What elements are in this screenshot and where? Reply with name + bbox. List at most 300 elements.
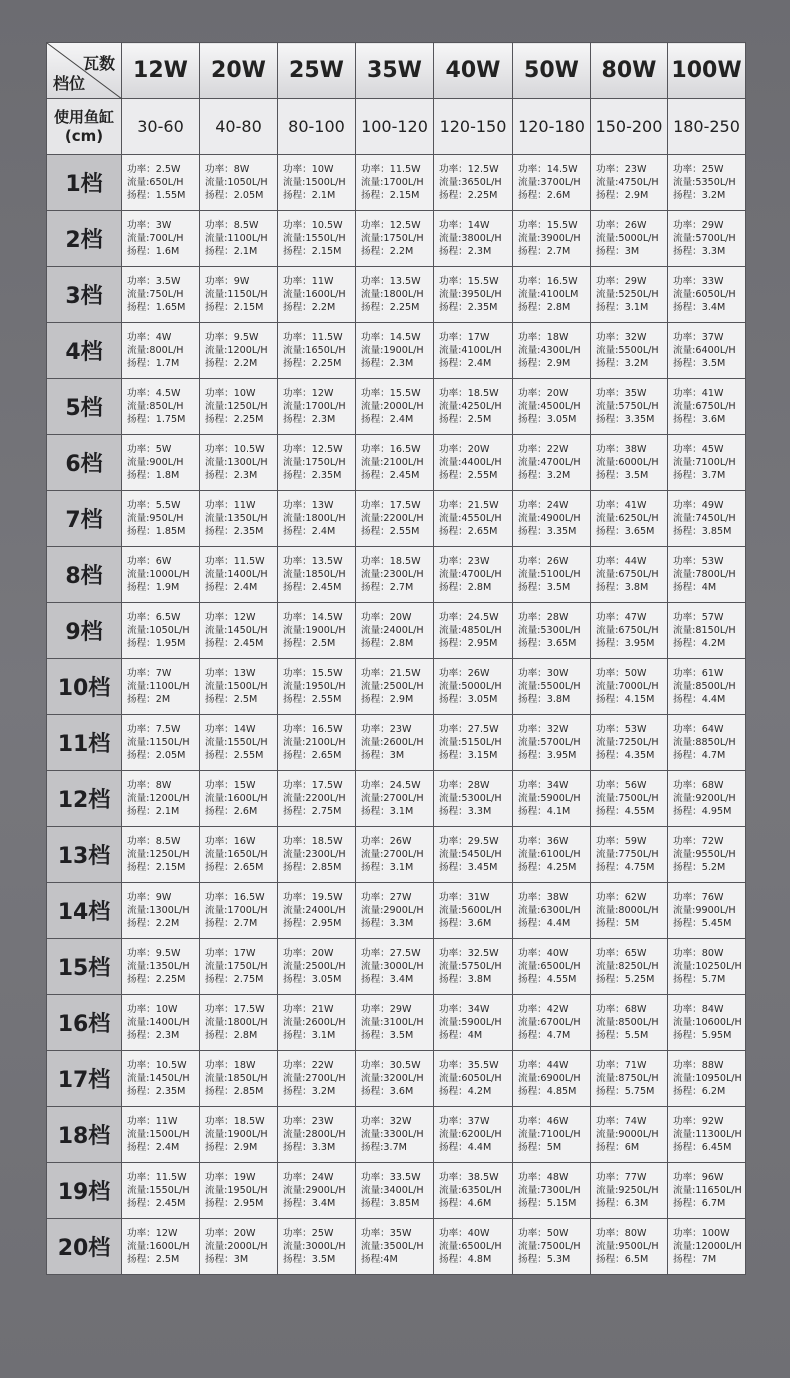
- tank-size-row: [47, 99, 746, 155]
- flow-value: 流量:7500L/H: [518, 1241, 581, 1252]
- watt-header: 50W: [513, 43, 591, 99]
- flow-value: 流量:1800L/H: [205, 1017, 268, 1028]
- spec-cell: [122, 1219, 200, 1275]
- power-value: 功率：27W: [361, 892, 412, 903]
- power-value: 功率：31W: [439, 892, 490, 903]
- spec-cell: [356, 211, 434, 267]
- head-value: 扬程：2.45M: [361, 470, 420, 481]
- power-value: 功率：14.5W: [518, 164, 578, 175]
- flow-value: 流量:3900L/H: [518, 233, 581, 244]
- head-value: 扬程：3.6M: [673, 414, 726, 425]
- flow-value: 流量:6700L/H: [518, 1017, 581, 1028]
- power-value: 功率：18W: [518, 332, 569, 343]
- head-value: 扬程：3.95M: [596, 638, 655, 649]
- flow-value: 流量:4500L/H: [518, 401, 581, 412]
- spec-cell: [356, 659, 434, 715]
- power-value: 功率：9W: [205, 276, 250, 287]
- spec-cell: [668, 1107, 746, 1163]
- gear-label: 7档: [47, 491, 122, 547]
- spec-cell: [200, 1163, 278, 1219]
- gear-label: 19档: [47, 1163, 122, 1219]
- head-value: 扬程：2.7M: [205, 918, 258, 929]
- flow-value: 流量:4550L/H: [439, 513, 502, 524]
- head-value: 扬程：5.15M: [518, 1198, 577, 1209]
- spec-cell: [513, 1051, 591, 1107]
- flow-value: 流量:1700L/H: [361, 177, 424, 188]
- watt-header: 100W: [668, 43, 746, 99]
- spec-cell: [513, 547, 591, 603]
- head-value: 扬程：5M: [518, 1142, 562, 1153]
- spec-cell: [122, 995, 200, 1051]
- flow-value: 流量:3950L/H: [439, 289, 502, 300]
- spec-cell: [591, 323, 668, 379]
- flow-value: 流量:5000L/H: [596, 233, 659, 244]
- power-value: 功率：34W: [439, 1004, 490, 1015]
- flow-value: 流量:3700L/H: [518, 177, 581, 188]
- head-value: 扬程：1.7M: [127, 358, 180, 369]
- power-value: 功率：71W: [596, 1060, 647, 1071]
- spec-cell: [434, 211, 513, 267]
- head-value: 扬程：4.6M: [439, 1198, 492, 1209]
- head-value: 扬程：3.05M: [439, 694, 498, 705]
- power-value: 功率：68W: [596, 1004, 647, 1015]
- spec-cell: [668, 939, 746, 995]
- spec-cell: [200, 267, 278, 323]
- spec-cell: [668, 883, 746, 939]
- power-value: 功率：12W: [283, 388, 334, 399]
- power-value: 功率：27.5W: [361, 948, 421, 959]
- head-value: 扬程：2.35M: [205, 526, 264, 537]
- flow-value: 流量:7450L/H: [673, 513, 736, 524]
- spec-cell: [668, 267, 746, 323]
- head-value: 扬程：4M: [439, 1030, 483, 1041]
- head-value: 扬程：2.05M: [205, 190, 264, 201]
- power-value: 功率：29.5W: [439, 836, 499, 847]
- spec-cell: [122, 939, 200, 995]
- head-value: 扬程：3.2M: [673, 190, 726, 201]
- spec-cell: [668, 771, 746, 827]
- power-value: 功率：49W: [673, 500, 724, 511]
- spec-cell: [356, 995, 434, 1051]
- spec-cell: [278, 1219, 356, 1275]
- spec-cell: [200, 491, 278, 547]
- head-value: 扬程：4.55M: [518, 974, 577, 985]
- spec-cell: [122, 1163, 200, 1219]
- head-value: 扬程：2.3M: [283, 414, 336, 425]
- watt-axis-label: 瓦数: [82, 54, 115, 73]
- head-value: 扬程：4.4M: [439, 1142, 492, 1153]
- head-value: 扬程：3.05M: [518, 414, 577, 425]
- spec-cell: [200, 883, 278, 939]
- flow-value: 流量:2900L/H: [361, 905, 424, 916]
- gear-row: [47, 1051, 746, 1107]
- head-value: 扬程：2.5M: [439, 414, 492, 425]
- head-value: 扬程：3.95M: [518, 750, 577, 761]
- head-value: 扬程：2.6M: [205, 806, 258, 817]
- head-value: 扬程：3.5M: [596, 470, 649, 481]
- flow-value: 流量:1900L/H: [205, 1129, 268, 1140]
- spec-cell: [434, 1219, 513, 1275]
- flow-value: 流量:12000L/H: [673, 1241, 742, 1252]
- spec-cell: [122, 491, 200, 547]
- head-value: 扬程：3.3M: [439, 806, 492, 817]
- power-value: 功率：19W: [205, 1172, 256, 1183]
- head-value: 扬程：1.9M: [127, 582, 180, 593]
- flow-value: 流量:800L/H: [127, 345, 184, 356]
- head-value: 扬程:3.7M: [361, 1142, 407, 1153]
- head-value: 扬程：2.95M: [439, 638, 498, 649]
- power-value: 功率：3W: [127, 220, 172, 231]
- power-value: 功率：12W: [205, 612, 256, 623]
- head-value: 扬程：2.95M: [205, 1198, 264, 1209]
- head-value: 扬程：2.25M: [127, 974, 186, 985]
- head-value: 扬程：2.45M: [127, 1198, 186, 1209]
- head-value: 扬程：4.35M: [596, 750, 655, 761]
- head-value: 扬程：7M: [673, 1254, 717, 1265]
- head-value: 扬程：3.2M: [596, 358, 649, 369]
- tank-size-value: 180-250: [668, 99, 746, 155]
- flow-value: 流量:1900L/H: [283, 625, 346, 636]
- head-value: 扬程：3.85M: [361, 1198, 420, 1209]
- flow-value: 流量:1450L/H: [127, 1073, 190, 1084]
- flow-value: 流量:3000L/H: [283, 1241, 346, 1252]
- spec-cell: [278, 323, 356, 379]
- power-value: 功率：40W: [518, 948, 569, 959]
- head-value: 扬程：3.05M: [283, 974, 342, 985]
- power-value: 功率：37W: [439, 1116, 490, 1127]
- spec-cell: [122, 827, 200, 883]
- spec-cell: [278, 715, 356, 771]
- spec-cell: [434, 155, 513, 211]
- gear-label: 20档: [47, 1219, 122, 1275]
- head-value: 扬程：2.8M: [518, 302, 571, 313]
- power-value: 功率：27.5W: [439, 724, 499, 735]
- spec-cell: [668, 547, 746, 603]
- power-value: 功率：8.5W: [127, 836, 181, 847]
- flow-value: 流量:4100L/H: [439, 345, 502, 356]
- flow-value: 流量:3650L/H: [439, 177, 502, 188]
- head-value: 扬程：3.45M: [439, 862, 498, 873]
- flow-value: 流量:9250L/H: [596, 1185, 659, 1196]
- head-value: 扬程：2.55M: [283, 694, 342, 705]
- head-value: 扬程：2.2M: [361, 246, 414, 257]
- flow-value: 流量:1150L/H: [205, 289, 268, 300]
- spec-cell: [434, 771, 513, 827]
- flow-value: 流量:7100L/H: [518, 1129, 581, 1140]
- head-value: 扬程：4.75M: [596, 862, 655, 873]
- power-value: 功率：17.5W: [205, 1004, 265, 1015]
- gear-label: 14档: [47, 883, 122, 939]
- spec-cell: [434, 1163, 513, 1219]
- power-value: 功率：56W: [596, 780, 647, 791]
- spec-cell: [278, 659, 356, 715]
- spec-cell: [434, 379, 513, 435]
- tank-size-value: 120-180: [513, 99, 591, 155]
- flow-value: 流量:4400L/H: [439, 457, 502, 468]
- head-value: 扬程：3.65M: [518, 638, 577, 649]
- spec-cell: [356, 603, 434, 659]
- power-value: 功率：76W: [673, 892, 724, 903]
- flow-value: 流量:1750L/H: [205, 961, 268, 972]
- power-value: 功率：15.5W: [283, 668, 343, 679]
- head-value: 扬程：2.1M: [127, 806, 180, 817]
- head-value: 扬程：2.4M: [127, 1142, 180, 1153]
- spec-cell: [200, 1107, 278, 1163]
- head-value: 扬程：5.2M: [673, 862, 726, 873]
- head-value: 扬程：3.1M: [283, 1030, 336, 1041]
- spec-cell: [122, 211, 200, 267]
- flow-value: 流量:6500L/H: [518, 961, 581, 972]
- flow-value: 流量:900L/H: [127, 457, 184, 468]
- flow-value: 流量:2600L/H: [283, 1017, 346, 1028]
- flow-value: 流量:1950L/H: [283, 681, 346, 692]
- head-value: 扬程：2.7M: [361, 582, 414, 593]
- power-value: 功率：50W: [596, 668, 647, 679]
- pump-spec-table: [46, 42, 746, 1275]
- head-value: 扬程：2.2M: [127, 918, 180, 929]
- head-value: 扬程：2.4M: [361, 414, 414, 425]
- spec-cell: [591, 1163, 668, 1219]
- power-value: 功率：5.5W: [127, 500, 181, 511]
- flow-value: 流量:7300L/H: [518, 1185, 581, 1196]
- flow-value: 流量:5750L/H: [439, 961, 502, 972]
- spec-cell: [513, 771, 591, 827]
- head-value: 扬程：4.95M: [673, 806, 732, 817]
- power-value: 功率：10W: [127, 1004, 178, 1015]
- flow-value: 流量:1600L/H: [205, 793, 268, 804]
- flow-value: 流量:4300L/H: [518, 345, 581, 356]
- power-value: 功率：16.5W: [205, 892, 265, 903]
- tank-size-value: 100-120: [356, 99, 434, 155]
- power-value: 功率：16.5W: [283, 724, 343, 735]
- flow-value: 流量:1500L/H: [127, 1129, 190, 1140]
- power-value: 功率：5W: [127, 444, 172, 455]
- flow-value: 流量:6050L/H: [439, 1073, 502, 1084]
- power-value: 功率：14W: [205, 724, 256, 735]
- power-value: 功率：6.5W: [127, 612, 181, 623]
- power-value: 功率：22W: [518, 444, 569, 455]
- flow-value: 流量:9500L/H: [596, 1241, 659, 1252]
- flow-value: 流量:1600L/H: [127, 1241, 190, 1252]
- spec-cell: [434, 715, 513, 771]
- head-value: 扬程：4.7M: [673, 750, 726, 761]
- power-value: 功率：15.5W: [361, 388, 421, 399]
- spec-cell: [591, 267, 668, 323]
- power-value: 功率：6W: [127, 556, 172, 567]
- spec-cell: [356, 939, 434, 995]
- tank-size-value: 150-200: [591, 99, 668, 155]
- power-value: 功率：62W: [596, 892, 647, 903]
- power-value: 功率：11W: [205, 500, 256, 511]
- power-value: 功率：17W: [205, 948, 256, 959]
- gear-row: [47, 491, 746, 547]
- spec-cell: [200, 715, 278, 771]
- spec-cell: [278, 1051, 356, 1107]
- power-value: 功率：92W: [673, 1116, 724, 1127]
- flow-value: 流量:1550L/H: [205, 737, 268, 748]
- head-value: 扬程：2.3M: [205, 470, 258, 481]
- spec-cell: [513, 603, 591, 659]
- watt-header: 35W: [356, 43, 434, 99]
- head-value: 扬程：3.6M: [361, 1086, 414, 1097]
- flow-value: 流量:2100L/H: [361, 457, 424, 468]
- gear-row: [47, 883, 746, 939]
- flow-value: 流量:1200L/H: [127, 793, 190, 804]
- flow-value: 流量:2600L/H: [361, 737, 424, 748]
- flow-value: 流量:1950L/H: [205, 1185, 268, 1196]
- spec-cell: [356, 1107, 434, 1163]
- head-value: 扬程：3.1M: [596, 302, 649, 313]
- flow-value: 流量:1400L/H: [205, 569, 268, 580]
- head-value: 扬程：4.15M: [596, 694, 655, 705]
- spec-cell: [434, 1107, 513, 1163]
- flow-value: 流量:9550L/H: [673, 849, 736, 860]
- head-value: 扬程：3M: [596, 246, 640, 257]
- head-value: 扬程：2.25M: [205, 414, 264, 425]
- head-value: 扬程：2.55M: [205, 750, 264, 761]
- spec-cell: [513, 1219, 591, 1275]
- spec-cell: [591, 1107, 668, 1163]
- head-value: 扬程：3.3M: [361, 918, 414, 929]
- power-value: 功率：24W: [518, 500, 569, 511]
- power-value: 功率：11.5W: [205, 556, 265, 567]
- spec-cell: [278, 1163, 356, 1219]
- flow-value: 流量:1750L/H: [283, 457, 346, 468]
- spec-cell: [513, 939, 591, 995]
- spec-cell: [356, 323, 434, 379]
- head-value: 扬程：2.15M: [361, 190, 420, 201]
- spec-cell: [200, 939, 278, 995]
- flow-value: 流量:5250L/H: [596, 289, 659, 300]
- flow-value: 流量:1050L/H: [205, 177, 268, 188]
- spec-cell: [434, 435, 513, 491]
- flow-value: 流量:4700L/H: [518, 457, 581, 468]
- head-value: 扬程：6.3M: [596, 1198, 649, 1209]
- flow-value: 流量:1650L/H: [205, 849, 268, 860]
- spec-cell: [434, 939, 513, 995]
- spec-cell: [513, 435, 591, 491]
- flow-value: 流量:5100L/H: [518, 569, 581, 580]
- spec-cell: [668, 435, 746, 491]
- spec-cell: [513, 267, 591, 323]
- power-value: 功率：74W: [596, 1116, 647, 1127]
- spec-cell: [200, 995, 278, 1051]
- flow-value: 流量:7800L/H: [673, 569, 736, 580]
- flow-value: 流量:1750L/H: [361, 233, 424, 244]
- flow-value: 流量:4250L/H: [439, 401, 502, 412]
- power-value: 功率：8W: [205, 164, 250, 175]
- flow-value: 流量:2500L/H: [361, 681, 424, 692]
- head-value: 扬程：6.2M: [673, 1086, 726, 1097]
- flow-value: 流量:2900L/H: [283, 1185, 346, 1196]
- flow-value: 流量:4750L/H: [596, 177, 659, 188]
- power-value: 功率：10W: [205, 388, 256, 399]
- watt-header-row: [47, 43, 746, 99]
- head-value: 扬程：2.25M: [361, 302, 420, 313]
- head-value: 扬程：1.95M: [127, 638, 186, 649]
- head-value: 扬程：2.8M: [439, 582, 492, 593]
- gear-label: 5档: [47, 379, 122, 435]
- head-value: 扬程：2.65M: [205, 862, 264, 873]
- gear-label: 9档: [47, 603, 122, 659]
- spec-cell: [122, 659, 200, 715]
- head-value: 扬程：6M: [596, 1142, 640, 1153]
- flow-value: 流量:2200L/H: [283, 793, 346, 804]
- flow-value: 流量:950L/H: [127, 513, 184, 524]
- power-value: 功率：18.5W: [361, 556, 421, 567]
- spec-cell: [122, 155, 200, 211]
- power-value: 功率：45W: [673, 444, 724, 455]
- flow-value: 流量:1800L/H: [361, 289, 424, 300]
- head-value: 扬程：3.1M: [361, 806, 414, 817]
- power-value: 功率：80W: [673, 948, 724, 959]
- flow-value: 流量:1300L/H: [127, 905, 190, 916]
- flow-value: 流量:2300L/H: [361, 569, 424, 580]
- spec-cell: [591, 435, 668, 491]
- head-value: 扬程：2.85M: [205, 1086, 264, 1097]
- flow-value: 流量:6250L/H: [596, 513, 659, 524]
- flow-value: 流量:3000L/H: [361, 961, 424, 972]
- head-value: 扬程：2.8M: [361, 638, 414, 649]
- flow-value: 流量:8000L/H: [596, 905, 659, 916]
- head-value: 扬程：2.3M: [361, 358, 414, 369]
- power-value: 功率：10W: [283, 164, 334, 175]
- spec-cell: [200, 435, 278, 491]
- spec-cell: [200, 771, 278, 827]
- spec-cell: [668, 659, 746, 715]
- power-value: 功率：32.5W: [439, 948, 499, 959]
- flow-value: 流量:6050L/H: [673, 289, 736, 300]
- power-value: 功率：11.5W: [361, 164, 421, 175]
- head-value: 扬程：5.7M: [673, 974, 726, 985]
- flow-value: 流量:1500L/H: [283, 177, 346, 188]
- spec-cell: [513, 155, 591, 211]
- spec-cell: [434, 1051, 513, 1107]
- flow-value: 流量:5700L/H: [673, 233, 736, 244]
- spec-cell: [591, 491, 668, 547]
- power-value: 功率：12W: [127, 1228, 178, 1239]
- flow-value: 流量:1550L/H: [283, 233, 346, 244]
- head-value: 扬程：5.25M: [596, 974, 655, 985]
- spec-cell: [278, 771, 356, 827]
- gear-axis-label: 档位: [53, 74, 86, 93]
- gear-row: [47, 379, 746, 435]
- power-value: 功率：20W: [518, 388, 569, 399]
- power-value: 功率：12.5W: [283, 444, 343, 455]
- head-value: 扬程：4.4M: [673, 694, 726, 705]
- power-value: 功率：20W: [205, 1228, 256, 1239]
- flow-value: 流量:1350L/H: [205, 513, 268, 524]
- power-value: 功率：29W: [361, 1004, 412, 1015]
- power-value: 功率：65W: [596, 948, 647, 959]
- power-value: 功率：20W: [361, 612, 412, 623]
- head-value: 扬程：3.85M: [673, 526, 732, 537]
- head-value: 扬程：3.65M: [596, 526, 655, 537]
- head-value: 扬程：2.9M: [518, 358, 571, 369]
- flow-value: 流量:6900L/H: [518, 1073, 581, 1084]
- tank-size-value: 40-80: [200, 99, 278, 155]
- flow-value: 流量:5500L/H: [518, 681, 581, 692]
- head-value: 扬程：2.4M: [205, 582, 258, 593]
- flow-value: 流量:1800L/H: [283, 513, 346, 524]
- power-value: 功率：33.5W: [361, 1172, 421, 1183]
- flow-value: 流量:1150L/H: [127, 737, 190, 748]
- spec-cell: [591, 939, 668, 995]
- flow-value: 流量:9000L/H: [596, 1129, 659, 1140]
- head-value: 扬程：5M: [596, 918, 640, 929]
- spec-cell: [434, 603, 513, 659]
- flow-value: 流量:10950L/H: [673, 1073, 742, 1084]
